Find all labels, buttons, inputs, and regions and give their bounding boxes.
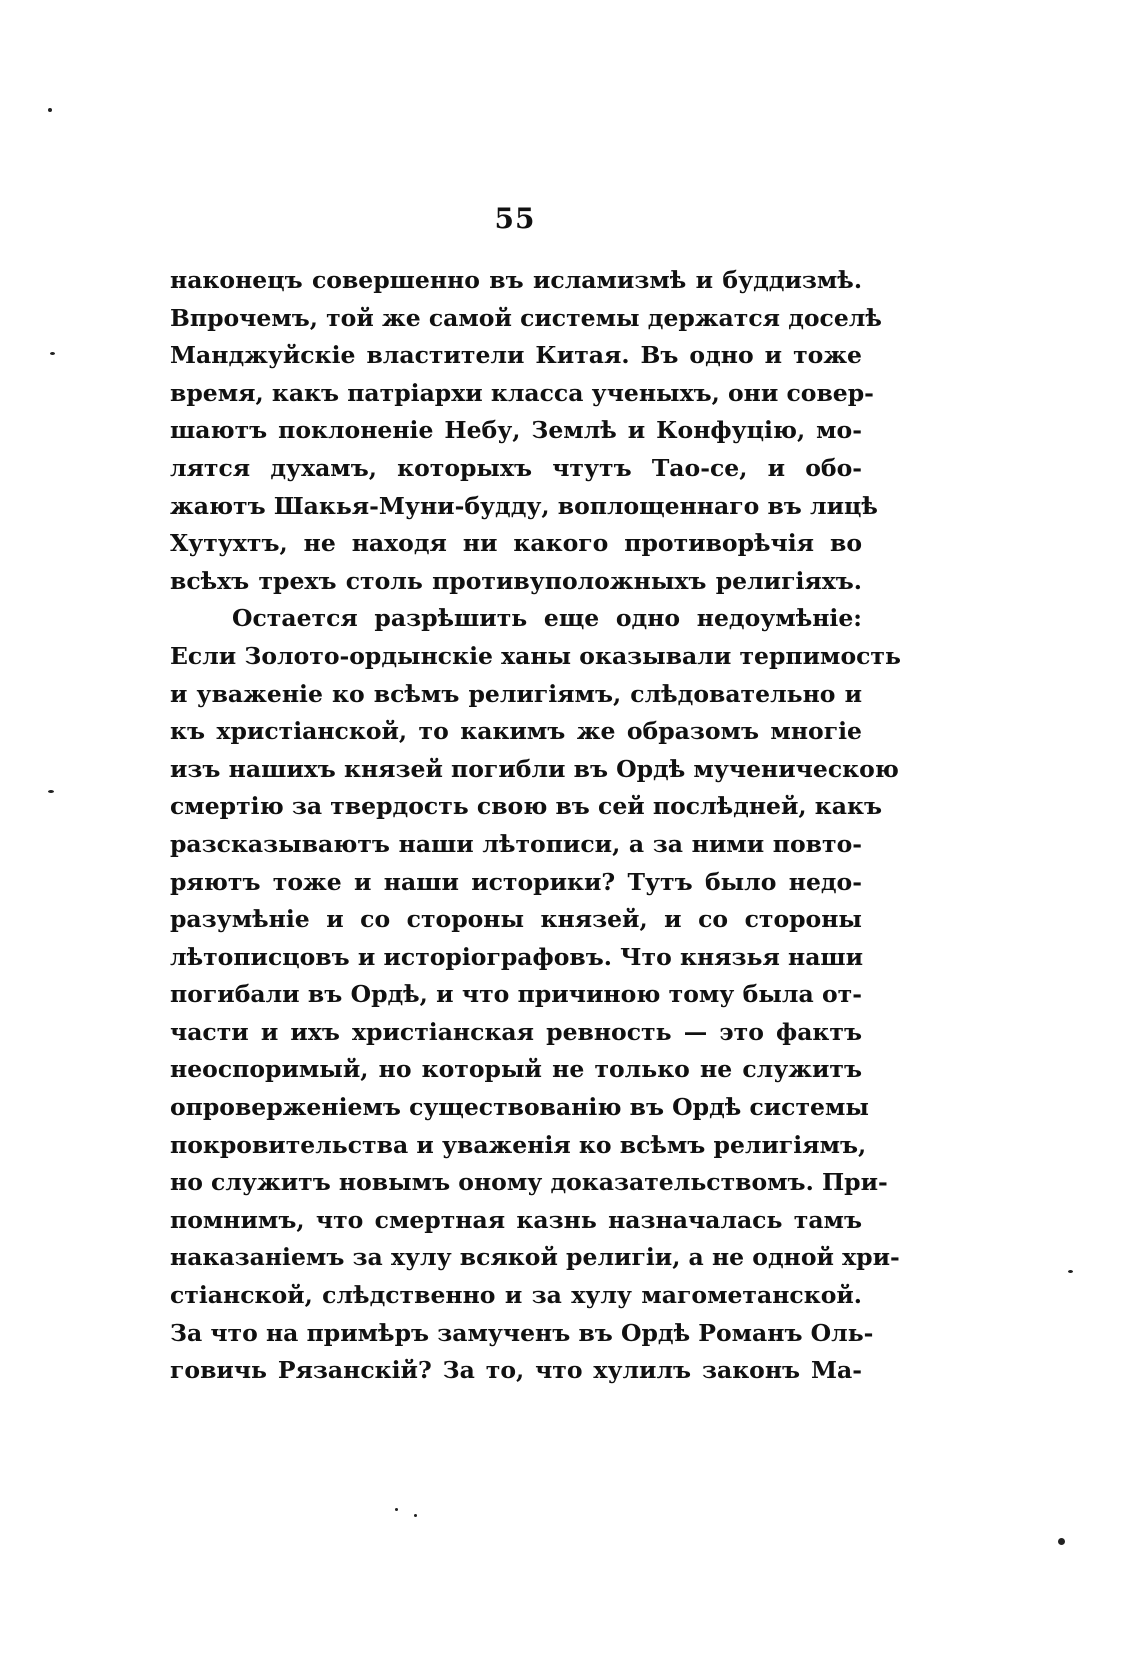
- scan-speck: [50, 352, 55, 355]
- text-line: Если Золото-ордынскіе ханы оказывали терпимость: [170, 641, 901, 670]
- text-line: ряютъ тоже и наши историки? Тутъ было недо-: [170, 867, 862, 896]
- text-line: покровительства и уваженія ко всѣмъ религіямъ,: [170, 1130, 867, 1159]
- text-line: лятся духамъ, которыхъ чтутъ Тао-се, и обо-: [170, 453, 862, 482]
- scan-speck: [395, 1508, 398, 1511]
- text-line: разсказываютъ наши лѣтописи, а за ними повто-: [170, 829, 862, 858]
- text-line: но служитъ новымъ оному доказательствомъ. При-: [170, 1168, 888, 1197]
- text-line: смертію за твердость свою въ сей послѣдней, какъ: [170, 792, 882, 821]
- text-line: части и ихъ христіанская ревность — это фактъ: [170, 1017, 862, 1046]
- page-number: 55: [494, 202, 536, 235]
- text-line: Впрочемъ, той же самой системы держатся доселѣ: [170, 303, 882, 332]
- text-line: изъ нашихъ князей погибли въ Ордѣ мученическою: [170, 754, 899, 783]
- scan-speck: [1068, 1270, 1073, 1273]
- text-line: помнимъ, что смертная казнь назначалась тамъ: [170, 1205, 862, 1234]
- text-line: За что на примѣръ замученъ въ Ордѣ Романъ Оль-: [170, 1318, 874, 1347]
- text-line: погибали въ Ордѣ, и что причиною тому была от-: [170, 980, 862, 1009]
- text-line: Хутухтъ, не находя ни какого противорѣчія во: [170, 529, 862, 558]
- scan-speck: [48, 790, 54, 793]
- body-text: [170, 262, 901, 1390]
- text-line: стіанской, слѣдственно и за хулу магометанской.: [170, 1281, 862, 1310]
- scan-speck: [414, 1514, 417, 1517]
- paragraph-start-line: Остается разрѣшить еще одно недоумѣніе:: [232, 604, 862, 633]
- text-line: и уваженіе ко всѣмъ религіямъ, слѣдовательно и: [170, 679, 862, 708]
- text-line: разумѣніе и со стороны князей, и со стороны: [170, 905, 862, 934]
- text-line: всѣхъ трехъ столь противуположныхъ религіяхъ.: [170, 566, 862, 595]
- scan-speck: [48, 108, 52, 112]
- text-line: неоспоримый, но который не только не служитъ: [170, 1055, 862, 1084]
- text-line: время, какъ патріархи класса ученыхъ, они совер-: [170, 378, 874, 407]
- text-line: лѣтописцовъ и исторіографовъ. Что князья наши: [170, 942, 864, 971]
- text-line: шаютъ поклоненіе Небу, Землѣ и Конфуцію, мо-: [170, 416, 862, 445]
- text-line: наказаніемъ за хулу всякой религіи, а не одной хри-: [170, 1243, 900, 1272]
- text-line: опроверженіемъ существованію въ Ордѣ системы: [170, 1093, 869, 1122]
- text-line: жаютъ Шакья-Муни-будду, воплощеннаго въ лицѣ: [170, 491, 878, 520]
- text-line: Манджуйскіе властители Китая. Въ одно и тоже: [170, 341, 862, 370]
- text-line: говичь Рязанскій? За то, что хулилъ законъ Ма-: [170, 1356, 862, 1385]
- text-line: наконецъ совершенно въ исламизмѣ и буддизмѣ.: [170, 266, 862, 294]
- scan-speck: [1058, 1538, 1065, 1545]
- text-line: къ христіанской, то какимъ же образомъ многіе: [170, 717, 862, 746]
